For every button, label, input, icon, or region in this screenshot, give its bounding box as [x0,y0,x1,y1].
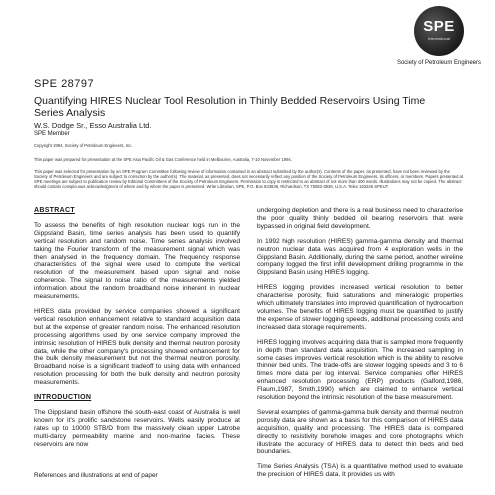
references-note: References and illustrations at end of paper [34,472,158,479]
member-label: SPE Member [34,131,70,137]
body-paragraph-4: HIRES logging involves acquiring data that is sampled more frequently in depth than standard data acquisition. The increased sampling in some cases improves vertical resolution which is the ability to resolve thinner bed units. The trade-offs are slower logging speeds and 3 to 6 times more data per log interval. Service companies offer HIRES enhanced resolution processing (ERP) products (Galford,1986, Flaum,1987, Smith,1990) which are claimed to enhance vertical resolution beyond the intrinsic resolution of the base measurement. [257,338,463,402]
logo-caption: Society of Petroleum Engineers [396,60,482,66]
body-paragraph-1: undergoing depletion and there is a real business need to characterise the poor quality thinly bedded oil bearing reservoirs that were bypassed in original field development. [257,207,463,230]
right-column [257,207,463,486]
body-paragraph-5: Several examples of gamma-gamma bulk density and thermal neutron porosity data are shown as a basis for this comparison of HIRES data acquisition, quality and processing. The HIRES data is compared directly to resistivity borehole images and core photographs which illustrate the accuracy of HIRES data to detect thin beds and bed boundaries. [257,408,463,456]
introduction-heading: INTRODUCTION [34,394,92,402]
abstract-paragraph-1: To assess the benefits of high resolution nuclear logs run in the Gippsland Basin, time series analysis has been used to quantify vertical resolution and random noise. Time series analysis involved taking the Fourier transform of the measurement signal which was then analysed in the frequency domain. The frequency response characteristics of the signal were used to compute the vertical resolution of the measurement based upon signal and noise coherence. The signal to noise ratio of the measurements yielded information about the random broadband noise inherent in nuclear measurements. [34,221,240,301]
copyright-notice: Copyright 1994, Society of Petroleum Engineers, Inc. [34,143,133,148]
paper-title: Quantifying HIRES Nuclear Tool Resolution in Thinly Bedded Reservoirs Using Time Series Analysis [34,95,426,119]
body-paragraph-6: Time Series Analysis (TSA) is a quantitative method used to evaluate the precision of HIRES data. It provides us with [257,463,463,479]
paper-number: SPE 28797 [34,78,95,90]
body-paragraph-2: In 1992 high resolution (HIRES) gamma-gamma density and thermal neutron nuclear data was acquired from 4 exploration wells in the Gippsland Basin. Additionally, during the same period, another wireline company logged the first infill development drilling programme in the Gippsland Basin using HIRES logging. [257,237,463,277]
paper-authors: W.S. Dodge Sr., Esso Australia Ltd. [34,121,152,130]
selection-notice: This paper was selected for presentation by an SPE Program Committee following review of information contained in an abstract submitted by the author(s). Contents of the paper, as presented, have not been reviewed by the Society of Petroleum Engineers and are subject to correction by the author(s). The material, as presented, does not necessarily reflect any position of the Society of Petroleum Engineers, its officers, or members. Papers presented at SPE meetings are subject to publication review by Editorial Committees of the Society of Petroleum Engineers. Permission to copy is restricted to an abstract of not more than 300 words. Illustrations may not be copied. The abstract should contain conspicuous acknowledgment of where and by whom the paper is presented. Write Librarian, SPE, P.O. Box 833836, Richardson, TX 75083-3836, U.S.A. Telex 163245 SPEUT. [34,169,464,190]
spe-globe-icon [414,6,464,56]
left-column [34,207,240,455]
prepared-notice: This paper was prepared for presentation at the SPE Asia Pacific Oil & Gas Conference held in Melbourne, Australia, 7-10 November 1994. [34,157,292,162]
spe-logo [396,6,482,76]
body-paragraph-3: HIRES logging provides increased vertical resolution to better characterise porosity, fluid saturations and mineralogic properties which ultimately translates into improved quantification of hydrocarbon volumes. The benefits of HIRES logging must be quantified to justify the expense of slower logging speeds, additional processing costs and increased data storage requirements. [257,284,464,331]
introduction-paragraph-1: The Gippsland basin offshore the south-east coast of Australia is well known for it's prolific sandstone reservoirs. Wells easily produce at rates up to 10000 STB/D from the massively clean upper Latrobe multi-darcy permeability marine and non-marine facies. These reservoirs are now [34,408,240,448]
abstract-heading: ABSTRACT [34,207,75,214]
logo-subtext: International [427,36,450,41]
logo-text: SPE [423,18,455,35]
abstract-paragraph-2: HIRES data provided by service companies showed a significant vertical resolution enhancement relative to standard acquisition data but at the expense of greater random noise. The enhanced resolution processing algorithms used by one service company improved the intrinsic resolution of HIRES bulk density and thermal neutron porosity data, while the other company's processing showed enhancement for the bulk density measurement but not the thermal neutron porosity. Broadband noise is a significant tradeoff to using data with enhanced resolution processing for both the bulk density and neutron porosity measurements. [34,307,240,387]
